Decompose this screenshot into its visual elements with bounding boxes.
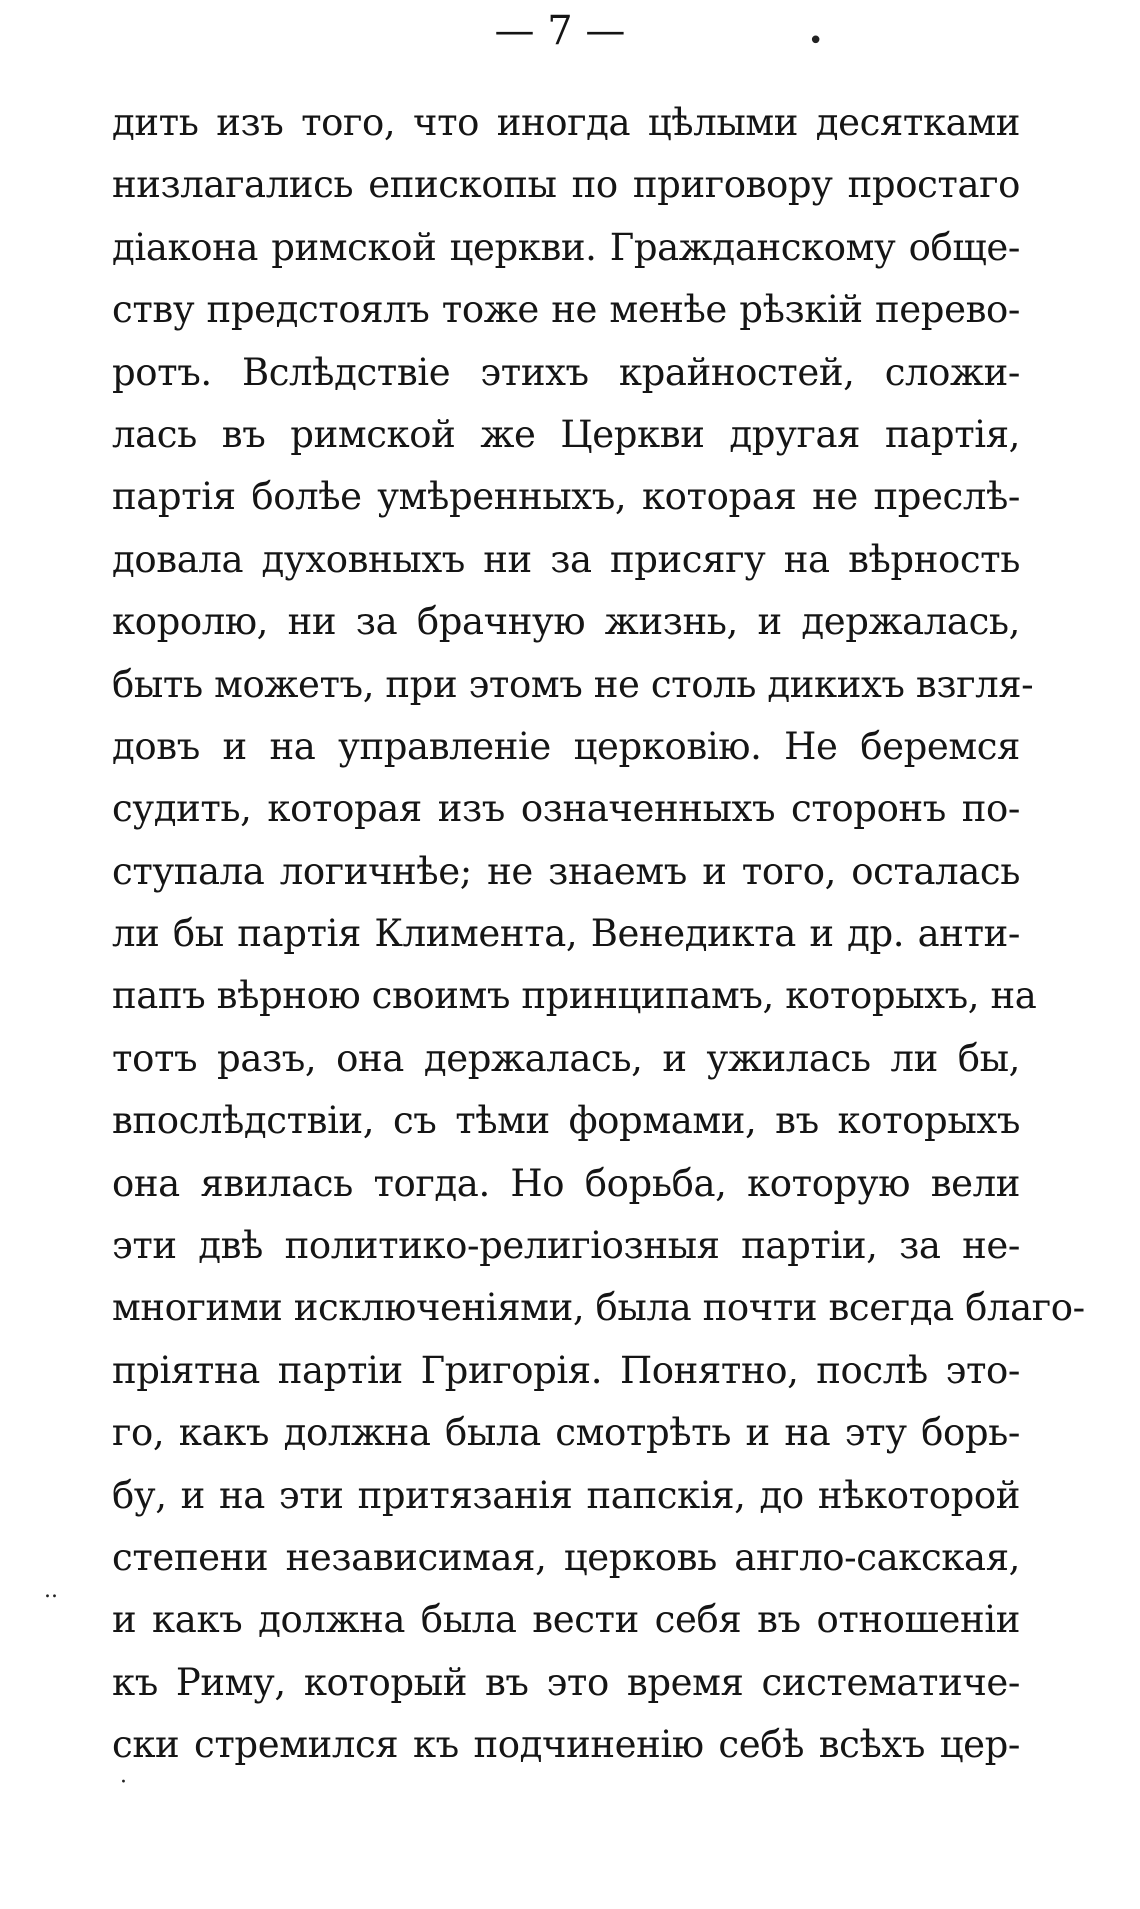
text-line: тотъ разъ, она держалась, и ужилась ли бы, bbox=[112, 1036, 1020, 1080]
text-line: королю, ни за брачную жизнь, и держалась, bbox=[112, 600, 1020, 644]
text-line: лась въ римской же Церкви другая партія, bbox=[112, 412, 1020, 456]
text-line: ли бы партія Климента, Венедикта и др. анти- bbox=[112, 912, 1020, 956]
text-line: степени независимая, церковь англо-сакская, bbox=[112, 1535, 1020, 1579]
text-line: ству предстоялъ тоже не менѣе рѣзкій перево- bbox=[112, 288, 1020, 332]
text-line: пріятна партіи Григорія. Понятно, послѣ это- bbox=[112, 1348, 1020, 1392]
text-line: довала духовныхъ ни за присягу на вѣрность bbox=[112, 537, 1020, 581]
text-line: впослѣдствіи, съ тѣми формами, въ которыхъ bbox=[112, 1099, 1020, 1143]
text-line: эти двѣ политико-религіозныя партіи, за не- bbox=[112, 1224, 1020, 1268]
header-ink-mark: • bbox=[808, 26, 824, 56]
text-line: ступала логичнѣе; не знаемъ и того, осталась bbox=[112, 849, 1020, 893]
text-line: го, какъ должна была смотрѣть и на эту борь- bbox=[112, 1411, 1020, 1455]
page-number: — 7 — bbox=[494, 8, 626, 54]
text-line: къ Риму, который въ это время систематиче- bbox=[112, 1660, 1020, 1704]
body-text bbox=[112, 92, 1085, 1777]
bottom-margin-mark: · bbox=[120, 1770, 127, 1795]
text-line: низлагались епископы по приговору простаго bbox=[112, 163, 1020, 207]
text-line: партія болѣе умѣренныхъ, которая не преслѣ- bbox=[112, 475, 1020, 519]
text-line: папъ вѣрною своимъ принципамъ, которыхъ, на bbox=[112, 974, 1037, 1018]
text-line: она явилась тогда. Но борьба, которую вели bbox=[112, 1161, 1020, 1205]
text-line: діакона римской церкви. Гражданскому обще- bbox=[112, 225, 1020, 269]
text-line: судить, которая изъ означенныхъ сторонъ по- bbox=[112, 787, 1020, 831]
text-line: быть можетъ, при этомъ не столь дикихъ взгля- bbox=[112, 662, 1034, 706]
text-line: бу, и на эти притязанія папскія, до нѣкоторой bbox=[112, 1473, 1020, 1517]
text-line: дить изъ того, что иногда цѣлыми десятками bbox=[112, 101, 1020, 144]
text-line: ски стремился къ подчиненію себѣ всѣхъ цер- bbox=[112, 1723, 1020, 1767]
text-line: ротъ. Вслѣдствіе этихъ крайностей, сложи- bbox=[112, 350, 1020, 394]
text-line: довъ и на управленіе церковію. Не беремся bbox=[112, 724, 1020, 768]
left-margin-mark: .. bbox=[44, 1578, 58, 1603]
page-header bbox=[0, 6, 1140, 66]
text-line: и какъ должна была вести себя въ отношеніи bbox=[112, 1598, 1020, 1642]
text-line: многими исключеніями, была почти всегда благо- bbox=[112, 1286, 1085, 1330]
